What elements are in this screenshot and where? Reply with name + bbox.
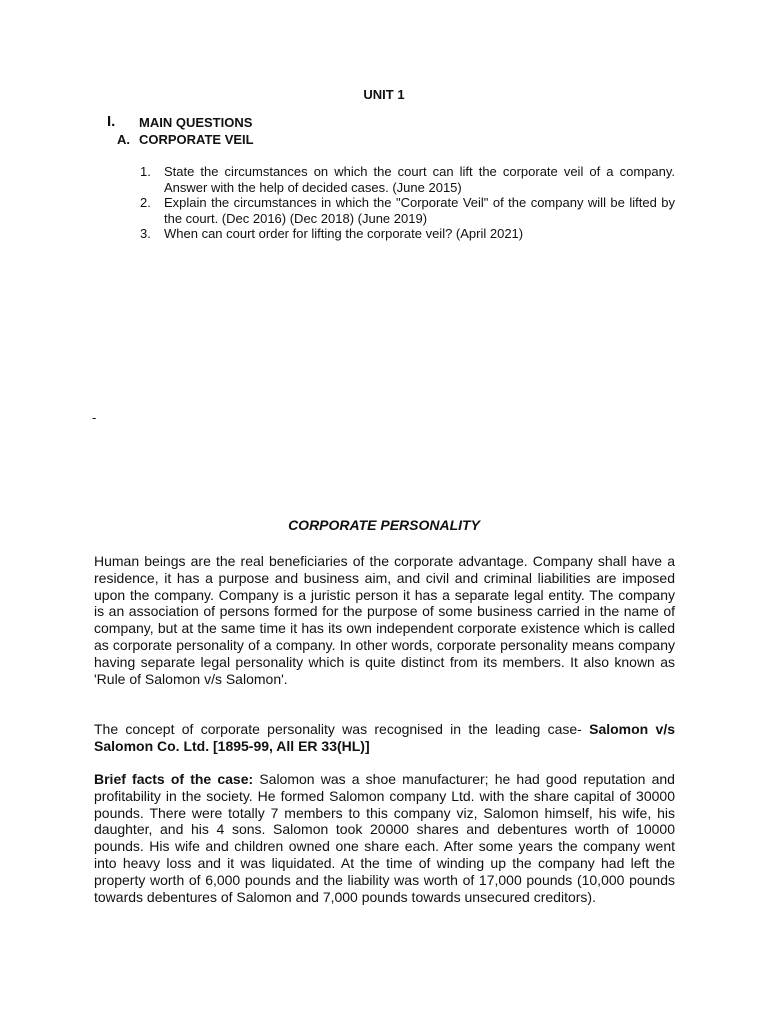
question-text: Explain the circumstances in which the "Corporate Veil" of the company will be lifted by the court. (Dec 2016) (Dec 2018) (June 2019): [164, 195, 675, 226]
paragraph-brief-facts: [94, 771, 675, 905]
question-list: [140, 164, 675, 242]
question-number: 2.: [140, 195, 151, 210]
question-number: 1.: [140, 164, 151, 179]
question-text: State the circumstances on which the court can lift the corporate veil of a company. Answer with the help of decided cases. (June 2015): [164, 164, 675, 195]
question-number: 3.: [140, 226, 151, 241]
paragraph-intro: Human beings are the real beneficiaries of the corporate advantage. Company shall have a residence, it has a purpose and business aim, and civil and criminal liabilities are imposed upon the company. Company is a juristic person it has a separate legal entity. The company is an association of persons formed for the purpose of some business carried in the name of company, but at the same time it has its own independent corporate existence which is called as corporate personality of a company. In other words, corporate personality means company having separate legal personality which is quite distinct from its members. It also known as 'Rule of Salomon v/s Salomon'.: [94, 553, 675, 687]
section-title: CORPORATE PERSONALITY: [288, 517, 480, 533]
unit-title: UNIT 1: [363, 87, 405, 102]
question-text: When can court order for lifting the corporate veil? (April 2021): [164, 226, 524, 241]
main-questions-heading: MAIN QUESTIONS: [139, 115, 253, 130]
subsection-letter: A.: [117, 132, 130, 147]
section-numeral: I.: [107, 113, 116, 130]
question-item: [140, 195, 675, 226]
subsection-title: CORPORATE VEIL: [139, 132, 254, 147]
question-item: [140, 226, 675, 242]
question-item: [140, 164, 675, 195]
leading-case-citation: Salomon v/s Salomon Co. Ltd. [1895-99, All ER 33(HL)]: [94, 721, 675, 754]
stray-mark: -: [92, 410, 97, 425]
leading-case-intro: The concept of corporate personality was recognised in the leading case-: [94, 721, 590, 737]
brief-facts-label: Brief facts of the case:: [94, 771, 254, 787]
brief-facts-text: Salomon was a shoe manufacturer; he had good reputation and profitability in the society. He formed Salomon company Ltd. with the share capital of 30000 pounds. There were totally 7 members to this company viz, Salomon himself, his wife, his daughter, and his 4 sons. Salomon took 20000 shares and debentures worth of 10000 pounds. His wife and children owned one share each. After some years the company went into heavy loss and it was liquidated. At the time of winding up the company had left the property worth of 6,000 pounds and the liability was worth of 17,000 pounds (10,000 pounds towards debentures of Salomon and 7,000 pounds towards unsecured creditors).: [94, 771, 675, 905]
paragraph-leading-case: [94, 721, 675, 755]
